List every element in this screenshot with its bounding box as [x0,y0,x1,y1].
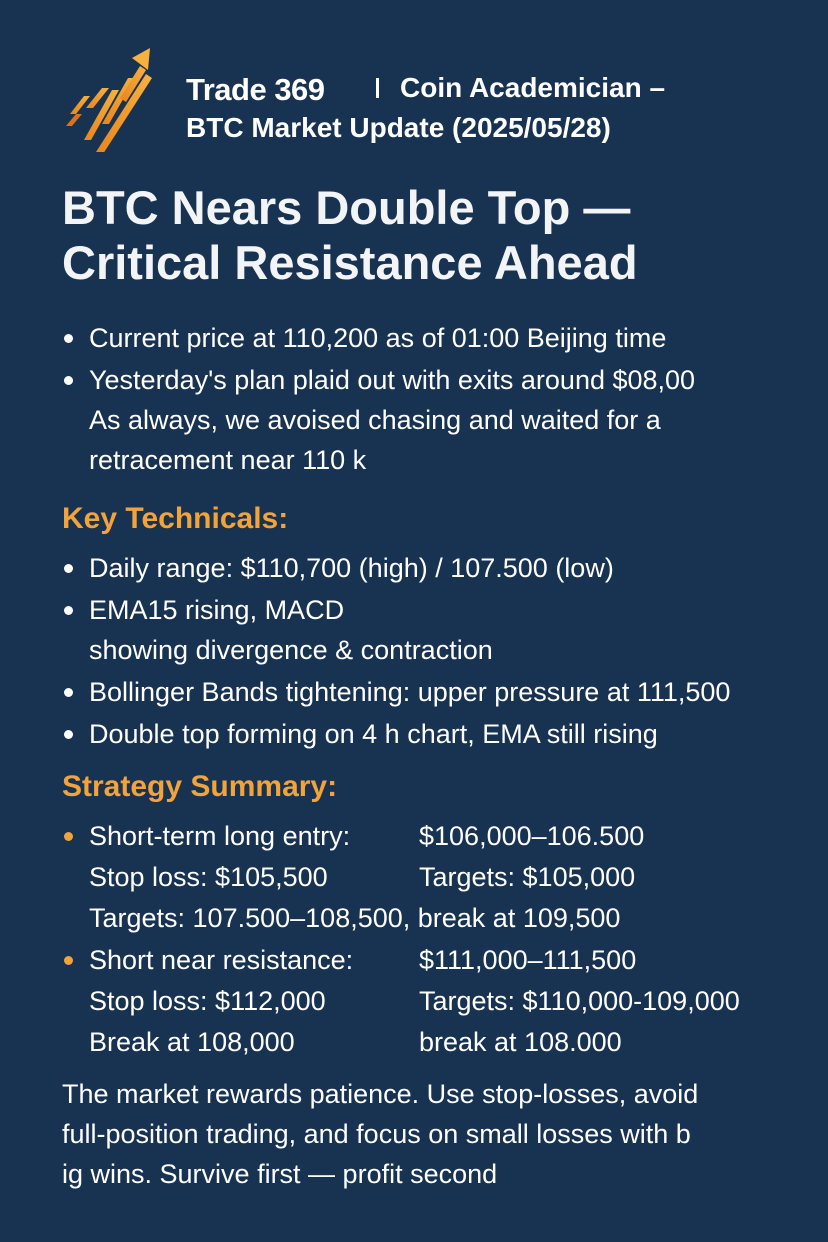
strategy-summary-title: Strategy Summary: [62,770,338,803]
bullet-dot-icon [64,334,73,343]
list-item [62,590,822,670]
bullet-dot-icon [64,832,73,841]
bullet-dot-icon [64,730,73,739]
report-title-line2: BTC Market Update (2025/05/28) [186,112,611,143]
short-break-left: Break at 108,000 [89,1027,295,1057]
closing-line3: ig wins. Survive first — profit second [62,1159,498,1189]
list-item [62,714,822,754]
list-item-text: Daily range: $110,700 (high) / 107.500 (low) [89,553,614,583]
strategy-short [62,940,822,1063]
list-item-text: retracement near 110 k [89,445,367,475]
list-item [62,360,822,480]
brand-separator [376,78,379,98]
strategy-list [62,816,822,1064]
long-stop: Stop loss: $105,500 [89,862,328,892]
list-item-text: showing divergence & contraction [89,635,493,665]
list-item [62,548,822,588]
brand-name: Trade 369 [186,72,325,107]
rising-bars-logo-icon [62,44,154,152]
intro-bullets [62,318,822,482]
list-item-text: Bollinger Bands tightening: upper pressure at 111,500 [89,677,731,707]
short-label: Short near resistance: [89,945,354,975]
closing-paragraph [62,1074,802,1194]
list-item [62,672,822,712]
list-item-text: As always, we avoised chasing and waited for a [89,405,661,435]
closing-line1: The market rewards patience. Use stop-losses, avoid [62,1079,699,1109]
list-item-text: Current price at 110,200 as of 01:00 Beijing time [89,323,667,353]
bullet-dot-icon [64,956,73,965]
closing-line2: full-position trading, and focus on small losses with b [62,1119,691,1149]
short-stop: Stop loss: $112,000 [89,986,326,1016]
long-entry: $106,000–106.500 [419,821,645,851]
list-item-text: Yesterday's plan plaid out with exits around $08,00 [89,365,696,395]
header [62,44,792,154]
headline [62,180,802,290]
key-technicals-list [62,548,822,756]
short-entry: $111,000–111,500 [419,945,637,975]
bullet-dot-icon [64,688,73,697]
list-item [62,318,822,358]
report-title-line1: Coin Academician – [400,72,666,103]
bullet-dot-icon [64,564,73,573]
headline-line2: Critical Resistance Ahead [62,236,638,289]
short-break-right: break at 108.000 [419,1027,622,1057]
bullet-dot-icon [64,376,73,385]
long-extra: Targets: 107.500–108,500, break at 109,500 [89,903,621,933]
headline-line1: BTC Nears Double Top — [62,181,631,234]
short-targets: Targets: $110,000-109,000 [419,986,740,1016]
list-item-text: EMA15 rising, MACD [89,595,345,625]
bullet-dot-icon [64,606,73,615]
strategy-long [62,816,822,939]
list-item-text: Double top forming on 4 h chart, EMA still rising [89,719,658,749]
long-label: Short-term long entry: [89,821,351,851]
long-targets: Targets: $105,000 [419,862,636,892]
key-technicals-title: Key Technicals: [62,502,289,535]
